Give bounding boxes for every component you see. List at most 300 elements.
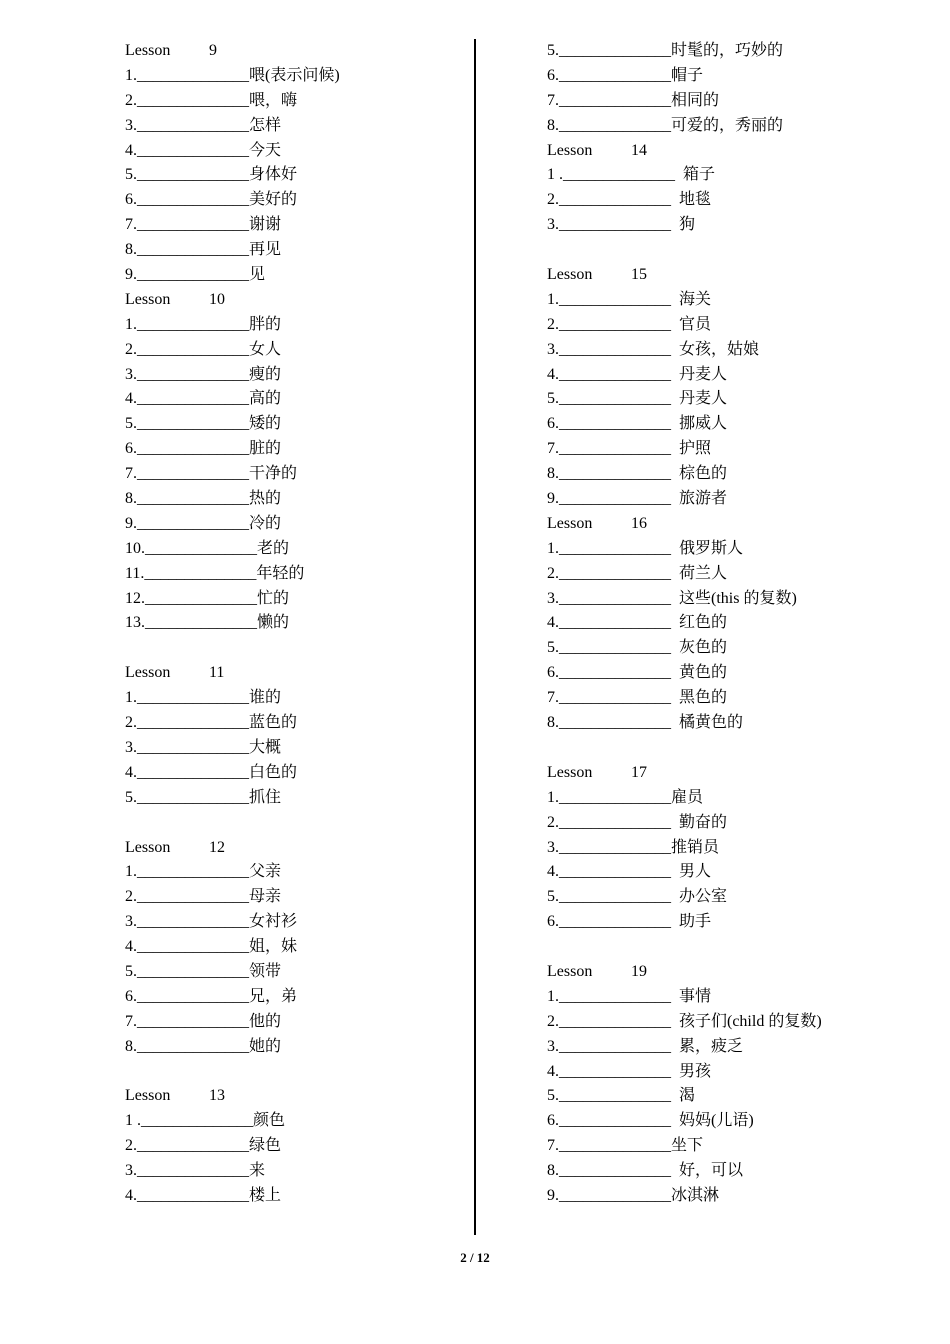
chinese-meaning: 干净的 <box>249 465 298 483</box>
vocab-item <box>125 1035 455 1060</box>
chinese-meaning: 男孩 <box>679 1062 712 1080</box>
lesson-label: Lesson <box>125 290 171 308</box>
answer-blank: ______________ <box>137 1186 249 1204</box>
chinese-meaning: 老的 <box>257 539 290 557</box>
answer-blank: ______________ <box>137 241 249 259</box>
vocab-item <box>125 238 455 263</box>
vocab-item <box>125 686 455 711</box>
vocab-item <box>547 611 907 636</box>
item-number: 7. <box>547 1137 559 1155</box>
lesson-heading <box>547 960 907 985</box>
item-number: 9. <box>547 490 559 508</box>
chinese-meaning: 黑色的 <box>679 689 728 707</box>
item-number: 6. <box>547 66 559 84</box>
lesson-label: Lesson <box>547 141 593 159</box>
chinese-meaning: 红色的 <box>679 614 728 632</box>
answer-blank: ______________ <box>559 1037 671 1055</box>
vocab-item <box>547 1010 907 1035</box>
item-number: 7. <box>125 1012 137 1030</box>
vocab-item <box>547 811 907 836</box>
item-number: 2. <box>547 1012 559 1030</box>
vocab-item <box>125 935 455 960</box>
lesson-number: 15 <box>631 266 647 284</box>
item-number: 4. <box>547 365 559 383</box>
item-spacer <box>675 166 683 183</box>
item-spacer <box>671 1162 679 1179</box>
chinese-meaning: 热的 <box>249 490 282 508</box>
vocab-item <box>547 836 907 861</box>
vocab-item <box>125 587 455 612</box>
vocab-item <box>125 64 455 89</box>
item-number: 12. <box>125 589 145 607</box>
chinese-meaning: 这些(this 的复数) <box>679 589 797 607</box>
vocab-item <box>547 1134 907 1159</box>
item-number: 5. <box>125 962 137 980</box>
answer-blank: ______________ <box>559 340 671 358</box>
item-number: 2. <box>547 191 559 209</box>
chinese-meaning: 抓住 <box>249 788 282 806</box>
item-number: 1. <box>547 788 559 806</box>
answer-blank: ______________ <box>559 639 671 657</box>
item-number: 1 . <box>125 1112 141 1130</box>
item-number: 3. <box>547 216 559 234</box>
vocab-item <box>547 885 907 910</box>
column-divider <box>474 39 476 1235</box>
chinese-meaning: 父亲 <box>249 863 282 881</box>
answer-blank: ______________ <box>145 539 257 557</box>
item-number: 5. <box>125 166 137 184</box>
item-number: 6. <box>547 664 559 682</box>
vocab-item <box>547 437 907 462</box>
lesson-number: 13 <box>209 1087 225 1105</box>
chinese-meaning: 再见 <box>249 241 282 259</box>
item-number: 1. <box>125 863 137 881</box>
lesson-label: Lesson <box>125 664 171 682</box>
answer-blank: ______________ <box>137 465 249 483</box>
answer-blank: ______________ <box>559 1012 671 1030</box>
item-number: 5. <box>547 639 559 657</box>
lesson-label: Lesson <box>547 962 593 980</box>
item-spacer <box>671 664 679 681</box>
vocab-item <box>547 338 907 363</box>
chinese-meaning: 助手 <box>679 913 712 931</box>
lesson-number: 19 <box>631 962 647 980</box>
answer-blank: ______________ <box>559 116 671 134</box>
chinese-meaning: 女孩，姑娘 <box>679 340 760 358</box>
chinese-meaning: 怎样 <box>249 116 282 134</box>
item-number: 8. <box>547 116 559 134</box>
item-number: 5. <box>547 390 559 408</box>
chinese-meaning: 时髦的，巧妙的 <box>671 42 784 59</box>
chinese-meaning: 脏的 <box>249 440 282 458</box>
vocab-item <box>125 213 455 238</box>
item-number: 1. <box>125 689 137 707</box>
answer-blank: ______________ <box>559 490 671 508</box>
chinese-meaning: 冰淇淋 <box>671 1186 720 1204</box>
item-spacer <box>671 1063 679 1080</box>
vocab-item <box>125 1184 455 1209</box>
item-spacer <box>671 291 679 308</box>
chinese-meaning: 高的 <box>249 390 282 408</box>
vocab-item <box>125 89 455 114</box>
answer-blank: ______________ <box>137 689 249 707</box>
vocab-item <box>547 661 907 686</box>
vocab-item <box>125 163 455 188</box>
item-number: 5. <box>125 788 137 806</box>
item-number: 3. <box>125 365 137 383</box>
chinese-meaning: 绿色 <box>249 1137 282 1155</box>
item-number: 2. <box>125 91 137 109</box>
answer-blank: ______________ <box>559 689 671 707</box>
spacer-line <box>547 935 907 960</box>
chinese-meaning: 他的 <box>249 1012 282 1030</box>
vocab-item <box>547 636 907 661</box>
chinese-meaning: 狗 <box>679 216 696 234</box>
answer-blank: ______________ <box>137 738 249 756</box>
answer-blank: ______________ <box>559 564 671 582</box>
spacer-line <box>125 811 455 836</box>
vocab-item <box>547 587 907 612</box>
item-number: 8. <box>125 241 137 259</box>
item-spacer <box>671 814 679 831</box>
vocab-item <box>125 885 455 910</box>
chinese-meaning: 身体好 <box>249 166 298 184</box>
lesson-heading <box>125 836 455 861</box>
item-number: 9. <box>547 1186 559 1204</box>
chinese-meaning: 俄罗斯人 <box>679 539 744 557</box>
answer-blank: ______________ <box>559 1087 671 1105</box>
item-number: 5. <box>125 415 137 433</box>
chinese-meaning: 胖的 <box>249 315 282 333</box>
chinese-meaning: 黄色的 <box>679 664 728 682</box>
chinese-meaning: 矮的 <box>249 415 282 433</box>
chinese-meaning: 可爱的，秀丽的 <box>671 116 784 134</box>
answer-blank: ______________ <box>137 938 249 956</box>
chinese-meaning: 荷兰人 <box>679 564 728 582</box>
vocab-item <box>547 1109 907 1134</box>
vocab-item <box>125 313 455 338</box>
chinese-meaning: 勤奋的 <box>679 813 728 831</box>
item-spacer <box>671 216 679 233</box>
chinese-meaning: 喂，嗨 <box>249 91 298 109</box>
vocab-item <box>125 562 455 587</box>
chinese-meaning: 美好的 <box>249 191 298 209</box>
vocab-item <box>547 711 907 736</box>
answer-blank: ______________ <box>145 589 257 607</box>
item-number: 5. <box>547 1087 559 1105</box>
chinese-meaning: 年轻的 <box>256 564 305 582</box>
vocab-item <box>125 1159 455 1184</box>
answer-blank: ______________ <box>559 290 671 308</box>
answer-blank: ______________ <box>559 714 671 732</box>
vocab-item <box>125 910 455 935</box>
chinese-meaning: 女衬衫 <box>249 913 298 931</box>
vocab-item <box>547 487 907 512</box>
vocab-item <box>125 711 455 736</box>
chinese-meaning: 男人 <box>679 863 712 881</box>
item-spacer <box>671 191 679 208</box>
item-number: 7. <box>125 216 137 234</box>
item-number: 1 . <box>547 166 563 184</box>
vocab-item <box>125 1134 455 1159</box>
chinese-meaning: 箱子 <box>683 166 716 184</box>
vocab-item <box>547 1060 907 1085</box>
vocab-item <box>547 860 907 885</box>
chinese-meaning: 推销员 <box>671 838 720 856</box>
chinese-meaning: 兄，弟 <box>249 987 298 1005</box>
chinese-meaning: 白色的 <box>249 763 298 781</box>
item-spacer <box>671 1013 679 1030</box>
answer-blank: ______________ <box>559 1186 671 1204</box>
answer-blank: ______________ <box>559 913 671 931</box>
answer-blank: ______________ <box>137 415 249 433</box>
item-spacer <box>671 888 679 905</box>
vocab-item <box>125 462 455 487</box>
answer-blank: ______________ <box>137 987 249 1005</box>
vocab-item <box>547 163 907 188</box>
item-spacer <box>671 415 679 432</box>
vocab-item <box>547 1084 907 1109</box>
answer-blank: ______________ <box>137 1037 249 1055</box>
answer-blank: ______________ <box>559 191 671 209</box>
vocab-item <box>125 860 455 885</box>
answer-blank: ______________ <box>137 365 249 383</box>
answer-blank: ______________ <box>559 863 671 881</box>
vocab-item <box>547 686 907 711</box>
vocab-item <box>125 114 455 139</box>
answer-blank: ______________ <box>559 614 671 632</box>
vocab-item <box>547 786 907 811</box>
answer-blank: ______________ <box>559 888 671 906</box>
item-number: 7. <box>547 440 559 458</box>
item-spacer <box>671 639 679 656</box>
item-number: 4. <box>547 614 559 632</box>
item-number: 3. <box>125 738 137 756</box>
vocab-item <box>547 1159 907 1184</box>
lesson-heading <box>547 512 907 537</box>
chinese-meaning: 旅游者 <box>679 490 728 508</box>
chinese-meaning: 相同的 <box>671 91 720 109</box>
vocab-item <box>125 437 455 462</box>
spacer-line <box>125 1060 455 1085</box>
lesson-heading <box>547 263 907 288</box>
item-spacer <box>671 714 679 731</box>
answer-blank: ______________ <box>137 191 249 209</box>
item-spacer <box>671 465 679 482</box>
chinese-meaning: 妈妈(儿语) <box>679 1112 754 1130</box>
vocab-item <box>547 412 907 437</box>
item-number: 6. <box>125 440 137 458</box>
lesson-number: 14 <box>631 141 647 159</box>
item-number: 6. <box>125 191 137 209</box>
answer-blank: ______________ <box>559 838 671 856</box>
answer-blank: ______________ <box>137 340 249 358</box>
vocab-item <box>547 537 907 562</box>
item-spacer <box>671 1112 679 1129</box>
answer-blank: ______________ <box>137 714 249 732</box>
lesson-label: Lesson <box>125 838 171 856</box>
item-number: 10. <box>125 539 145 557</box>
answer-blank: ______________ <box>559 813 671 831</box>
chinese-meaning: 谁的 <box>249 689 282 707</box>
lesson-heading <box>125 661 455 686</box>
answer-blank: ______________ <box>137 166 249 184</box>
item-number: 8. <box>125 490 137 508</box>
chinese-meaning: 挪威人 <box>679 415 728 433</box>
answer-blank: ______________ <box>137 888 249 906</box>
lesson-heading <box>125 1084 455 1109</box>
vocab-item <box>547 114 907 139</box>
item-spacer <box>671 1087 679 1104</box>
item-spacer <box>671 863 679 880</box>
item-number: 3. <box>547 340 559 358</box>
answer-blank: ______________ <box>559 91 671 109</box>
vocab-item <box>125 512 455 537</box>
answer-blank: ______________ <box>137 91 249 109</box>
answer-blank: ______________ <box>137 1162 249 1180</box>
item-number: 4. <box>547 863 559 881</box>
vocab-item <box>125 139 455 164</box>
spacer-line <box>547 238 907 263</box>
item-number: 6. <box>547 913 559 931</box>
vocab-item <box>125 188 455 213</box>
spacer-line <box>547 736 907 761</box>
lesson-label: Lesson <box>547 514 593 532</box>
item-spacer <box>671 565 679 582</box>
lesson-number: 16 <box>631 514 647 532</box>
item-number: 2. <box>125 888 137 906</box>
item-number: 13. <box>125 614 145 632</box>
answer-blank: ______________ <box>559 216 671 234</box>
vocab-item <box>125 537 455 562</box>
item-spacer <box>671 390 679 407</box>
answer-blank: ______________ <box>559 589 671 607</box>
chinese-meaning: 女人 <box>249 340 282 358</box>
chinese-meaning: 海关 <box>679 290 712 308</box>
chinese-meaning: 橘黄色的 <box>679 714 744 732</box>
item-number: 8. <box>125 1037 137 1055</box>
item-number: 4. <box>125 1186 137 1204</box>
lesson-number: 11 <box>209 664 225 682</box>
vocab-item <box>547 910 907 935</box>
chinese-meaning: 蓝色的 <box>249 714 298 732</box>
answer-blank: ______________ <box>144 564 257 582</box>
chinese-meaning: 雇员 <box>671 788 704 806</box>
chinese-meaning: 瘦的 <box>249 365 282 383</box>
vocab-item <box>547 288 907 313</box>
item-number: 3. <box>547 589 559 607</box>
vocab-item <box>547 213 907 238</box>
lesson-heading <box>547 761 907 786</box>
chinese-meaning: 灰色的 <box>679 639 728 657</box>
item-spacer <box>671 988 679 1005</box>
chinese-meaning: 领带 <box>249 962 282 980</box>
answer-blank: ______________ <box>559 66 671 84</box>
answer-blank: ______________ <box>145 614 257 632</box>
item-number: 1. <box>547 539 559 557</box>
item-number: 2. <box>125 714 137 732</box>
answer-blank: ______________ <box>559 390 671 408</box>
answer-blank: ______________ <box>137 390 249 408</box>
chinese-meaning: 忙的 <box>257 589 290 607</box>
vocab-item <box>125 387 455 412</box>
chinese-meaning: 今天 <box>249 141 282 159</box>
vocab-item <box>125 985 455 1010</box>
left-column <box>125 39 455 1209</box>
item-number: 7. <box>547 91 559 109</box>
right-column <box>547 39 907 1209</box>
vocab-item <box>547 1184 907 1209</box>
lesson-label: Lesson <box>547 266 593 284</box>
item-number: 4. <box>547 1062 559 1080</box>
item-number: 6. <box>547 1112 559 1130</box>
lesson-heading <box>547 139 907 164</box>
page-number: 2 / 12 <box>460 1250 490 1265</box>
item-number: 2. <box>125 340 137 358</box>
chinese-meaning: 大概 <box>249 738 282 756</box>
chinese-meaning: 楼上 <box>249 1186 282 1204</box>
item-spacer <box>671 540 679 557</box>
item-number: 3. <box>125 913 137 931</box>
vocab-item <box>547 985 907 1010</box>
answer-blank: ______________ <box>137 216 249 234</box>
vocab-item <box>125 736 455 761</box>
item-number: 2. <box>547 813 559 831</box>
vocab-item <box>125 960 455 985</box>
vocab-item <box>547 64 907 89</box>
vocab-item <box>125 487 455 512</box>
answer-blank: ______________ <box>559 664 671 682</box>
chinese-meaning: 颜色 <box>253 1112 286 1130</box>
item-number: 4. <box>125 390 137 408</box>
chinese-meaning: 姐，妹 <box>249 938 298 956</box>
item-spacer <box>671 689 679 706</box>
vocab-item <box>125 1109 455 1134</box>
vocab-item <box>547 363 907 388</box>
chinese-meaning: 办公室 <box>679 888 728 906</box>
vocab-item <box>547 188 907 213</box>
answer-blank: ______________ <box>137 266 249 284</box>
answer-blank: ______________ <box>559 415 671 433</box>
answer-blank: ______________ <box>137 440 249 458</box>
answer-blank: ______________ <box>137 763 249 781</box>
answer-blank: ______________ <box>559 465 671 483</box>
chinese-meaning: 坐下 <box>671 1137 704 1155</box>
item-number: 4. <box>125 938 137 956</box>
chinese-meaning: 丹麦人 <box>679 365 728 383</box>
chinese-meaning: 她的 <box>249 1037 282 1055</box>
answer-blank: ______________ <box>137 141 249 159</box>
chinese-meaning: 好，可以 <box>679 1162 744 1180</box>
answer-blank: ______________ <box>137 962 249 980</box>
answer-blank: ______________ <box>559 539 671 557</box>
item-spacer <box>671 614 679 631</box>
item-spacer <box>671 341 679 358</box>
answer-blank: ______________ <box>559 788 671 806</box>
item-number: 5. <box>547 888 559 906</box>
item-number: 1. <box>125 66 137 84</box>
item-number: 4. <box>125 141 137 159</box>
item-spacer <box>671 913 679 930</box>
item-number: 3. <box>125 1162 137 1180</box>
answer-blank: ______________ <box>559 315 671 333</box>
vocab-item <box>125 263 455 288</box>
item-number: 8. <box>547 714 559 732</box>
chinese-meaning: 谢谢 <box>249 216 282 234</box>
vocab-item <box>547 313 907 338</box>
lesson-heading <box>125 39 455 64</box>
chinese-meaning: 孩子们(child 的复数) <box>679 1012 822 1030</box>
